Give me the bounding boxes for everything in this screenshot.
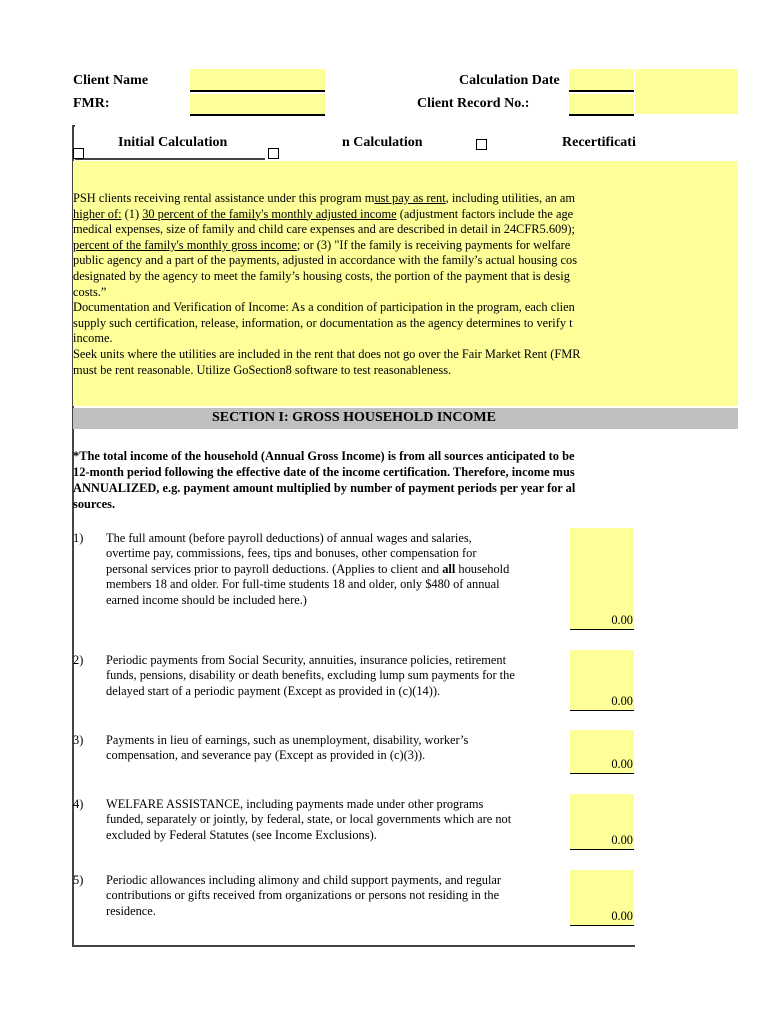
intro-line-7: costs.”	[73, 284, 107, 299]
intro-line-11: Seek units where the utilities are included in the rent that does not go over the Fair Market Rent (FMR	[73, 346, 581, 361]
client-record-field[interactable]	[569, 94, 634, 116]
item-4-number: 4)	[73, 797, 84, 811]
recertification-checkbox[interactable]	[476, 139, 487, 150]
note-line-2: 12-month period following the effective date of the income certification. Therefore, income mus	[73, 465, 575, 479]
initial-calculation-label: Initial Calculation	[118, 135, 228, 150]
item-5-amount[interactable]: 0.00	[570, 870, 634, 926]
item-4-text: WELFARE ASSISTANCE, including payments made under other programs funded, separately or jointly, by federal, state, or local governments which are not excluded by Federal Statutes (see Income Exclusions).	[106, 797, 512, 842]
intro-text	[73, 191, 635, 378]
item-3-text: Payments in lieu of earnings, such as unemployment, disability, worker’s compensation, and severance pay (Except as provided in (c)(3)).	[106, 733, 469, 763]
intro-line-4: percent of the family's monthly gross income; or (3) "If the family is receiving payments for welfare	[73, 237, 571, 252]
fmr-label: FMR:	[73, 96, 110, 111]
client-name-field[interactable]	[190, 69, 325, 92]
note-line-3: ANNUALIZED, e.g. payment amount multiplied by number of payment periods per year for al	[73, 481, 576, 495]
intro-line-12: must be rent reasonable. Utilize GoSection8 software to test reasonableness.	[73, 362, 452, 377]
intro-line-2: higher of: (1) 30 percent of the family's monthly adjusted income (adjustment factors include the age	[73, 206, 574, 221]
note-line-4: sources.	[73, 497, 116, 511]
item-2-amount[interactable]: 0.00	[570, 650, 634, 711]
intro-line-6: designated by the agency to meet the family’s housing costs, the portion of the payment that is desig	[73, 268, 570, 283]
recertification-label: Recertificati	[562, 135, 636, 150]
section-title: SECTION I: GROSS HOUSEHOLD INCOME	[212, 410, 496, 425]
income-note	[73, 448, 635, 512]
intro-line-8: Documentation and Verification of Income: As a condition of participation in the program, each clien	[73, 300, 575, 315]
intro-line-10: income.	[73, 331, 113, 346]
item-3-amount[interactable]: 0.00	[570, 730, 634, 774]
interim-calculation-label: n Calculation	[342, 135, 423, 150]
bottom-border	[72, 945, 635, 947]
header-yellow-block	[635, 69, 738, 114]
item-1-amount[interactable]: 0.00	[570, 528, 634, 630]
interim-calculation-checkbox[interactable]	[268, 148, 279, 159]
intro-line-5: public agency and a part of the payments, adjusted in accordance with the family’s actual housing cos	[73, 253, 578, 268]
top-border-tick	[72, 125, 75, 127]
intro-line-1: PSH clients receiving rental assistance under this program must pay as rent, including utilities, an am	[73, 191, 576, 205]
item-3-number: 3)	[73, 733, 84, 747]
item-5-number: 5)	[73, 873, 84, 887]
client-name-label: Client Name	[73, 73, 149, 88]
item-2-text: Periodic payments from Social Security, annuities, insurance policies, retirement funds, pensions, disability or death benefits, excluding lump sum payments for the delayed start of a periodic payment (Except as provided in (c)(14)).	[106, 653, 515, 698]
item-1-number: 1)	[73, 531, 84, 545]
fmr-field[interactable]	[190, 94, 325, 116]
item-2-number: 2)	[73, 653, 84, 667]
calc-row-underline	[75, 158, 265, 160]
intro-line-3: medical expenses, size of family and child care expenses and are described in detail in 24CFR5.609);	[73, 222, 576, 237]
intro-line-9: supply such certification, release, information, or documentation as the agency determines to verify t	[73, 315, 573, 330]
item-4-amount[interactable]: 0.00	[570, 794, 634, 850]
note-line-1: *The total income of the household (Annual Gross Income) is from all sources anticipated to be	[73, 449, 575, 463]
item-1-text: The full amount (before payroll deductions) of annual wages and salaries, overtime pay, commissions, fees, tips and bonuses, other compensation for personal services prior to payroll deductions. (Applies to client and all household members 18 and older. For full-time students 18 and older, only $480 of annual earned income should be included here.)	[106, 531, 510, 607]
calculation-date-field[interactable]	[569, 69, 634, 92]
client-record-label: Client Record No.:	[417, 96, 530, 111]
item-5-text: Periodic allowances including alimony and child support payments, and regular contributions or gifts received from organizations or persons not residing in the residence.	[106, 873, 502, 918]
calculation-date-label: Calculation Date	[459, 73, 560, 88]
initial-calculation-checkbox[interactable]	[73, 148, 84, 159]
